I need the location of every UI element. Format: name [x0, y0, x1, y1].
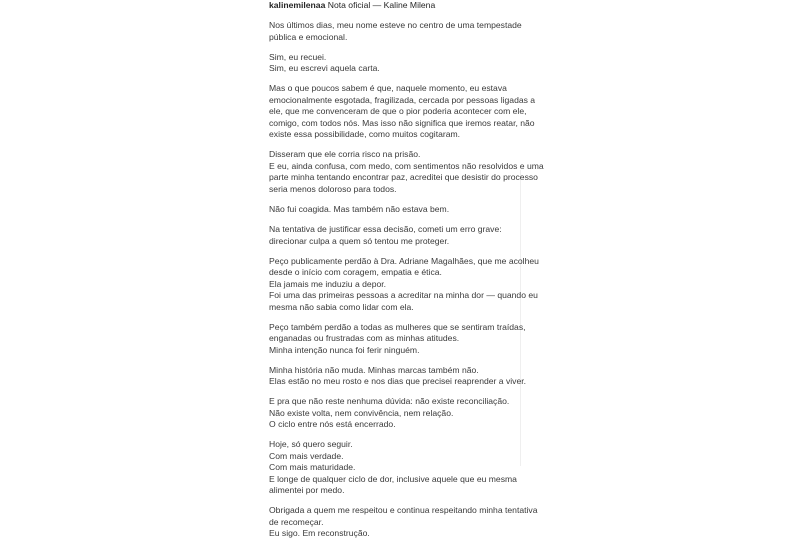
caption-line: Minha história não muda. Minhas marcas também não. [269, 364, 479, 375]
username-link[interactable]: kalinemilenaa [269, 0, 326, 10]
caption-line: Eu sigo. Em reconstrução. [269, 528, 370, 538]
caption-paragraph [269, 52, 529, 75]
caption-paragraph [269, 149, 544, 195]
caption-paragraph [269, 396, 529, 431]
caption-line: Sim, eu recuei. [269, 51, 327, 62]
caption-line: Nos últimos dias, meu nome esteve no centro de uma tempestade [269, 20, 522, 30]
caption-line: E eu, ainda confusa, com medo, com sentimentos não resolvidos e uma [269, 160, 544, 171]
caption-paragraph [269, 204, 529, 216]
post-header-title: Nota oficial — Kaline Milena [325, 0, 436, 10]
paragraph-spacer [269, 75, 529, 84]
paragraph-spacer [269, 313, 529, 322]
paragraph-spacer [269, 497, 529, 506]
paragraph-spacer [269, 43, 529, 52]
caption-line: existe essa possibilidade, como muitos cogitaram. [269, 129, 461, 139]
caption-paragraph [269, 224, 529, 247]
caption-line: mesma não sabia como lidar com ela. [269, 301, 414, 312]
caption-paragraph [269, 365, 529, 388]
caption-line: desde o início com coragem, empatia e ética. [269, 267, 442, 277]
caption-line: Obrigada a quem me respeitou e continua respeitando minha tentativa [269, 505, 538, 515]
caption-line: Peço também perdão a todas as mulheres que se sentiram traídas, [269, 321, 526, 332]
caption-paragraph [269, 83, 536, 141]
caption-line: emocionalmente esgotada, fragilizada, cercada por pessoas ligadas a [269, 94, 536, 105]
paragraph-spacer [269, 195, 529, 204]
post-header [269, 0, 529, 11]
caption-line: Foi uma das primeiras pessoas a acreditar na minha dor — quando eu [269, 290, 538, 300]
paragraph-spacer [269, 388, 529, 397]
caption-paragraph [269, 439, 529, 497]
paragraph-spacer [269, 356, 529, 365]
caption-line: parte minha tentando encontrar paz, acreditei que desistir do processo [269, 172, 538, 182]
caption-line: alimentei por medo. [269, 485, 345, 495]
caption-line: Ela jamais me induziu a depor. [269, 278, 387, 289]
caption-line: direcionar culpa a quem só tentou me proteger. [269, 235, 450, 246]
post-caption [269, 0, 544, 540]
caption-line: ele, que me convenceram de que o pior poderia acontecer com ele, [269, 106, 527, 116]
caption-line: Mas o que poucos sabem é que, naquele momento, eu estava [269, 83, 507, 93]
caption-line: Disseram que ele corria risco na prisão. [269, 149, 421, 159]
caption-line: Peço publicamente perdão à Dra. Adriane Magalhães, que me acolheu [269, 255, 539, 266]
caption-line: enganadas ou frustradas com as minhas atitudes. [269, 333, 460, 343]
caption-line: pública e emocional. [269, 31, 348, 42]
paragraph-spacer [269, 431, 529, 440]
caption-line: O ciclo entre nós está encerrado. [269, 419, 396, 429]
caption-line: Minha intenção nunca foi ferir ninguém. [269, 344, 420, 355]
caption-line: Sim, eu escrevi aquela carta. [269, 63, 380, 73]
caption-paragraph [269, 322, 529, 357]
paragraph-spacer [269, 11, 529, 20]
caption-line: Hoje, só quero seguir. [269, 439, 353, 449]
caption-line: comigo, com todos nós. Mas isso não significa que iremos reatar, não [269, 117, 535, 128]
caption-paragraph [269, 20, 529, 43]
caption-line: Não existe volta, nem convivência, nem relação. [269, 407, 454, 418]
paragraph-spacer [269, 141, 529, 150]
post-body [269, 11, 544, 540]
caption-line: E longe de qualquer ciclo de dor, inclusive aquele que eu mesma [269, 473, 517, 484]
caption-line: Com mais verdade. [269, 450, 344, 461]
caption-line: Na tentativa de justificar essa decisão, cometi um erro grave: [269, 224, 502, 234]
caption-line: seria menos doloroso para todos. [269, 183, 397, 194]
caption-paragraph [269, 255, 539, 314]
caption-line: de recomeçar. [269, 516, 324, 527]
caption-paragraph [269, 505, 538, 540]
caption-line: E pra que não reste nenhuma dúvida: não existe reconciliação. [269, 396, 510, 406]
caption-line: Com mais maturidade. [269, 462, 356, 472]
paragraph-spacer [269, 247, 529, 256]
caption-line: Não fui coagida. Mas também não estava bem. [269, 204, 450, 214]
caption-line: Elas estão no meu rosto e nos dias que precisei reaprender a viver. [269, 376, 527, 386]
paragraph-spacer [269, 216, 529, 225]
